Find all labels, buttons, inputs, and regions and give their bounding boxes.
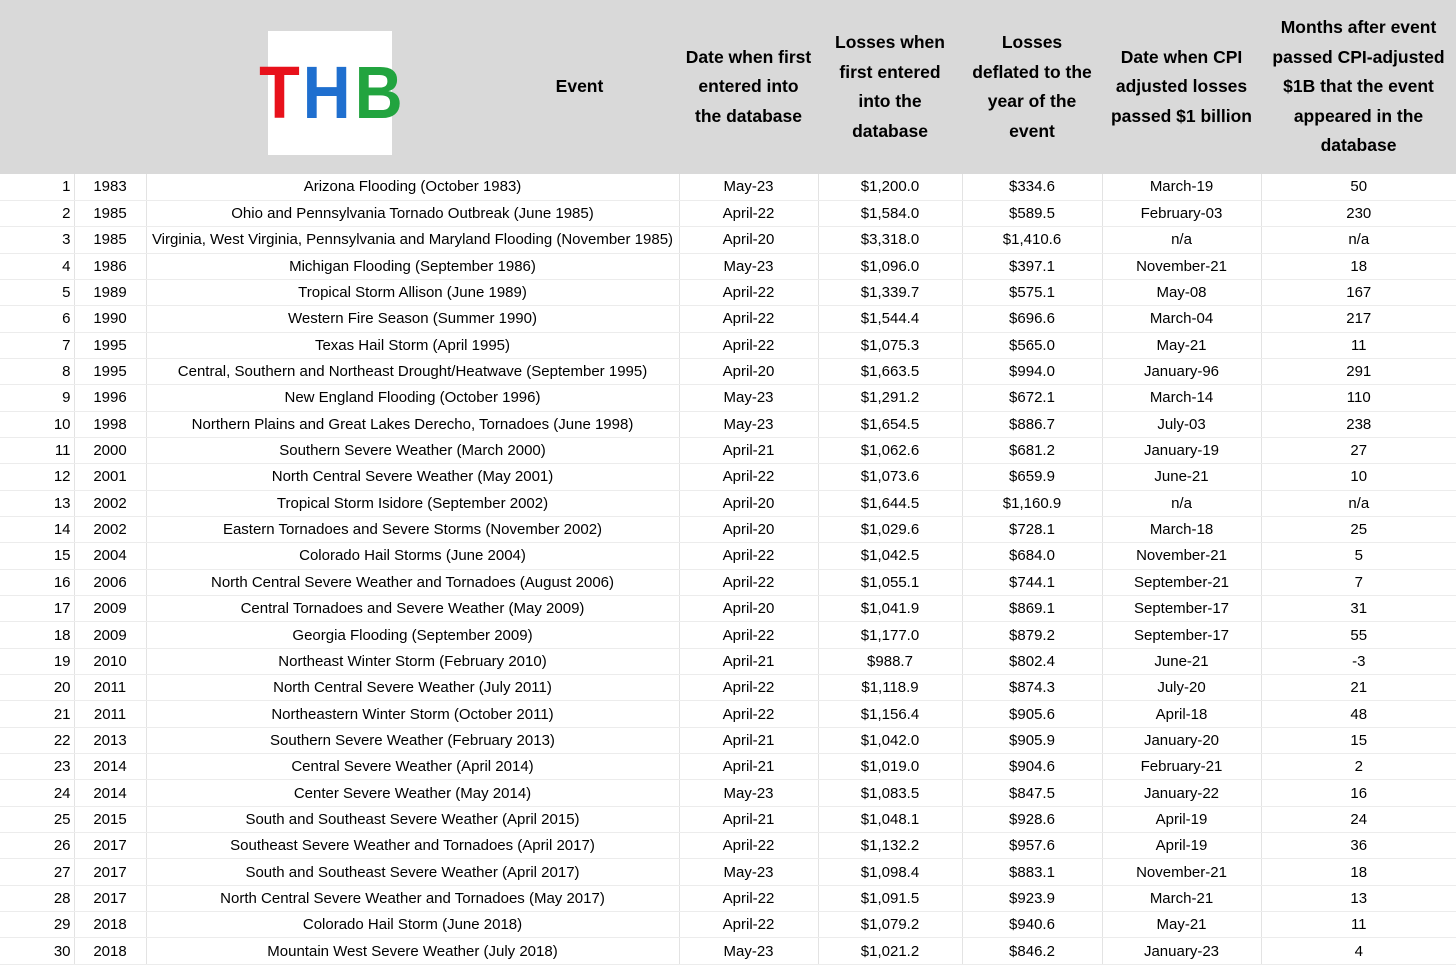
losses-deflated-cell: $696.6 bbox=[962, 306, 1102, 332]
table-row bbox=[0, 200, 1456, 226]
event-cell: Tropical Storm Allison (June 1989) bbox=[146, 279, 679, 305]
row-number-cell: 2 bbox=[0, 200, 74, 226]
table-row bbox=[0, 754, 1456, 780]
losses-entered-cell: $1,132.2 bbox=[818, 833, 962, 859]
losses-deflated-cell: $589.5 bbox=[962, 200, 1102, 226]
year-cell: 1983 bbox=[74, 174, 146, 200]
date-entered-cell: May-23 bbox=[679, 780, 818, 806]
date-entered-cell: April-22 bbox=[679, 833, 818, 859]
row-number-cell: 16 bbox=[0, 569, 74, 595]
losses-entered-cell: $1,021.2 bbox=[818, 938, 962, 964]
date-entered-cell: April-22 bbox=[679, 912, 818, 938]
table-row bbox=[0, 385, 1456, 411]
row-number-cell: 23 bbox=[0, 754, 74, 780]
event-cell: Southeast Severe Weather and Tornadoes (April 2017) bbox=[146, 833, 679, 859]
event-cell: Texas Hail Storm (April 1995) bbox=[146, 332, 679, 358]
row-number-cell: 28 bbox=[0, 885, 74, 911]
date-entered-cell: April-22 bbox=[679, 701, 818, 727]
months-after-cell: 110 bbox=[1261, 385, 1456, 411]
months-after-cell: 5 bbox=[1261, 543, 1456, 569]
table-row bbox=[0, 938, 1456, 964]
months-after-cell: -3 bbox=[1261, 648, 1456, 674]
losses-deflated-cell: $334.6 bbox=[962, 174, 1102, 200]
losses-entered-cell: $1,042.0 bbox=[818, 727, 962, 753]
losses-entered-cell: $1,098.4 bbox=[818, 859, 962, 885]
losses-deflated-cell: $879.2 bbox=[962, 622, 1102, 648]
table-row bbox=[0, 490, 1456, 516]
header-losses-entered: Losses when first entered into the database bbox=[818, 0, 962, 174]
event-cell: Central, Southern and Northeast Drought/Heatwave (September 1995) bbox=[146, 358, 679, 384]
thb-logo bbox=[259, 31, 401, 155]
table-row bbox=[0, 253, 1456, 279]
losses-deflated-cell: $869.1 bbox=[962, 596, 1102, 622]
date-entered-cell: April-22 bbox=[679, 306, 818, 332]
losses-entered-cell: $3,318.0 bbox=[818, 227, 962, 253]
table-row bbox=[0, 701, 1456, 727]
year-cell: 2018 bbox=[74, 938, 146, 964]
losses-entered-cell: $1,041.9 bbox=[818, 596, 962, 622]
date-entered-cell: May-23 bbox=[679, 938, 818, 964]
cpi-date-cell: March-18 bbox=[1102, 516, 1261, 542]
cpi-date-cell: April-19 bbox=[1102, 806, 1261, 832]
cpi-date-cell: February-03 bbox=[1102, 200, 1261, 226]
date-entered-cell: April-21 bbox=[679, 754, 818, 780]
months-after-cell: 2 bbox=[1261, 754, 1456, 780]
event-cell: North Central Severe Weather (May 2001) bbox=[146, 464, 679, 490]
losses-entered-cell: $1,079.2 bbox=[818, 912, 962, 938]
losses-entered-cell: $1,339.7 bbox=[818, 279, 962, 305]
event-cell: Central Tornadoes and Severe Weather (May 2009) bbox=[146, 596, 679, 622]
cpi-date-cell: June-21 bbox=[1102, 648, 1261, 674]
cpi-date-cell: November-21 bbox=[1102, 543, 1261, 569]
header-cpi-date: Date when CPI adjusted losses passed $1 billion bbox=[1102, 0, 1261, 174]
months-after-cell: 27 bbox=[1261, 437, 1456, 463]
row-number-cell: 6 bbox=[0, 306, 74, 332]
losses-deflated-cell: $994.0 bbox=[962, 358, 1102, 384]
row-number-cell: 24 bbox=[0, 780, 74, 806]
months-after-cell: 25 bbox=[1261, 516, 1456, 542]
months-after-cell: 291 bbox=[1261, 358, 1456, 384]
months-after-cell: 18 bbox=[1261, 253, 1456, 279]
cpi-date-cell: June-21 bbox=[1102, 464, 1261, 490]
event-cell: Arizona Flooding (October 1983) bbox=[146, 174, 679, 200]
table-row bbox=[0, 543, 1456, 569]
header-row bbox=[0, 0, 1456, 174]
losses-deflated-cell: $923.9 bbox=[962, 885, 1102, 911]
event-cell: New England Flooding (October 1996) bbox=[146, 385, 679, 411]
months-after-cell: 55 bbox=[1261, 622, 1456, 648]
months-after-cell: 48 bbox=[1261, 701, 1456, 727]
losses-deflated-cell: $659.9 bbox=[962, 464, 1102, 490]
row-number-cell: 11 bbox=[0, 437, 74, 463]
losses-deflated-cell: $672.1 bbox=[962, 385, 1102, 411]
table-row bbox=[0, 806, 1456, 832]
cpi-date-cell: April-18 bbox=[1102, 701, 1261, 727]
date-entered-cell: April-21 bbox=[679, 806, 818, 832]
date-entered-cell: April-22 bbox=[679, 332, 818, 358]
logo-letter-h: H bbox=[302, 51, 350, 134]
cpi-date-cell: January-23 bbox=[1102, 938, 1261, 964]
date-entered-cell: April-22 bbox=[679, 200, 818, 226]
losses-entered-cell: $1,644.5 bbox=[818, 490, 962, 516]
row-number-cell: 3 bbox=[0, 227, 74, 253]
row-number-cell: 29 bbox=[0, 912, 74, 938]
table-row bbox=[0, 648, 1456, 674]
months-after-cell: 13 bbox=[1261, 885, 1456, 911]
cpi-date-cell: May-21 bbox=[1102, 332, 1261, 358]
year-cell: 1998 bbox=[74, 411, 146, 437]
row-number-cell: 20 bbox=[0, 675, 74, 701]
row-number-cell: 17 bbox=[0, 596, 74, 622]
event-cell: Tropical Storm Isidore (September 2002) bbox=[146, 490, 679, 516]
losses-entered-cell: $1,118.9 bbox=[818, 675, 962, 701]
event-cell: Ohio and Pennsylvania Tornado Outbreak (June 1985) bbox=[146, 200, 679, 226]
date-entered-cell: May-23 bbox=[679, 411, 818, 437]
event-cell: Central Severe Weather (April 2014) bbox=[146, 754, 679, 780]
header-date-entered: Date when first entered into the database bbox=[679, 0, 818, 174]
logo-letter-t: T bbox=[259, 51, 298, 134]
table-row bbox=[0, 780, 1456, 806]
losses-entered-cell: $1,663.5 bbox=[818, 358, 962, 384]
table-row bbox=[0, 174, 1456, 200]
year-cell: 2010 bbox=[74, 648, 146, 674]
date-entered-cell: April-20 bbox=[679, 227, 818, 253]
cpi-date-cell: March-04 bbox=[1102, 306, 1261, 332]
cpi-date-cell: March-14 bbox=[1102, 385, 1261, 411]
table-row bbox=[0, 675, 1456, 701]
losses-deflated-cell: $905.6 bbox=[962, 701, 1102, 727]
cpi-date-cell: September-21 bbox=[1102, 569, 1261, 595]
row-number-cell: 14 bbox=[0, 516, 74, 542]
losses-deflated-cell: $1,160.9 bbox=[962, 490, 1102, 516]
table-row bbox=[0, 516, 1456, 542]
date-entered-cell: May-23 bbox=[679, 253, 818, 279]
event-cell: South and Southeast Severe Weather (April 2015) bbox=[146, 806, 679, 832]
months-after-cell: 11 bbox=[1261, 332, 1456, 358]
losses-deflated-cell: $847.5 bbox=[962, 780, 1102, 806]
losses-deflated-cell: $940.6 bbox=[962, 912, 1102, 938]
row-number-cell: 25 bbox=[0, 806, 74, 832]
event-cell: Mountain West Severe Weather (July 2018) bbox=[146, 938, 679, 964]
row-number-cell: 5 bbox=[0, 279, 74, 305]
year-cell: 2001 bbox=[74, 464, 146, 490]
event-cell: South and Southeast Severe Weather (April 2017) bbox=[146, 859, 679, 885]
months-after-cell: 238 bbox=[1261, 411, 1456, 437]
table-row bbox=[0, 596, 1456, 622]
row-number-cell: 1 bbox=[0, 174, 74, 200]
row-number-cell: 27 bbox=[0, 859, 74, 885]
year-cell: 2002 bbox=[74, 490, 146, 516]
row-number-cell: 8 bbox=[0, 358, 74, 384]
table-row bbox=[0, 411, 1456, 437]
event-cell: Northern Plains and Great Lakes Derecho, Tornadoes (June 1998) bbox=[146, 411, 679, 437]
losses-deflated-cell: $575.1 bbox=[962, 279, 1102, 305]
year-cell: 2015 bbox=[74, 806, 146, 832]
losses-entered-cell: $1,083.5 bbox=[818, 780, 962, 806]
row-number-cell: 26 bbox=[0, 833, 74, 859]
date-entered-cell: April-22 bbox=[679, 543, 818, 569]
losses-entered-cell: $1,048.1 bbox=[818, 806, 962, 832]
cpi-date-cell: July-20 bbox=[1102, 675, 1261, 701]
row-number-cell: 30 bbox=[0, 938, 74, 964]
losses-entered-cell: $1,654.5 bbox=[818, 411, 962, 437]
losses-entered-cell: $1,019.0 bbox=[818, 754, 962, 780]
months-after-cell: 24 bbox=[1261, 806, 1456, 832]
event-cell: North Central Severe Weather (July 2011) bbox=[146, 675, 679, 701]
table-body bbox=[0, 174, 1456, 964]
months-after-cell: 18 bbox=[1261, 859, 1456, 885]
cpi-date-cell: September-17 bbox=[1102, 596, 1261, 622]
months-after-cell: 11 bbox=[1261, 912, 1456, 938]
months-after-cell: 10 bbox=[1261, 464, 1456, 490]
losses-deflated-cell: $728.1 bbox=[962, 516, 1102, 542]
year-cell: 2011 bbox=[74, 701, 146, 727]
table-row bbox=[0, 912, 1456, 938]
event-cell: Center Severe Weather (May 2014) bbox=[146, 780, 679, 806]
losses-entered-cell: $1,156.4 bbox=[818, 701, 962, 727]
year-cell: 2002 bbox=[74, 516, 146, 542]
losses-deflated-cell: $846.2 bbox=[962, 938, 1102, 964]
losses-deflated-cell: $802.4 bbox=[962, 648, 1102, 674]
losses-entered-cell: $1,544.4 bbox=[818, 306, 962, 332]
year-cell: 1996 bbox=[74, 385, 146, 411]
event-cell: Colorado Hail Storm (June 2018) bbox=[146, 912, 679, 938]
months-after-cell: 16 bbox=[1261, 780, 1456, 806]
months-after-cell: 4 bbox=[1261, 938, 1456, 964]
losses-deflated-cell: $905.9 bbox=[962, 727, 1102, 753]
event-cell: Western Fire Season (Summer 1990) bbox=[146, 306, 679, 332]
losses-deflated-cell: $744.1 bbox=[962, 569, 1102, 595]
table-row bbox=[0, 332, 1456, 358]
table-row bbox=[0, 622, 1456, 648]
year-cell: 1995 bbox=[74, 332, 146, 358]
date-entered-cell: April-20 bbox=[679, 596, 818, 622]
cpi-date-cell: November-21 bbox=[1102, 859, 1261, 885]
table-row bbox=[0, 437, 1456, 463]
table-row bbox=[0, 569, 1456, 595]
losses-deflated-cell: $681.2 bbox=[962, 437, 1102, 463]
row-number-cell: 7 bbox=[0, 332, 74, 358]
losses-deflated-cell: $886.7 bbox=[962, 411, 1102, 437]
cpi-date-cell: July-03 bbox=[1102, 411, 1261, 437]
date-entered-cell: April-21 bbox=[679, 727, 818, 753]
logo-letter-b: B bbox=[354, 51, 401, 134]
cpi-date-cell: n/a bbox=[1102, 227, 1261, 253]
table-row bbox=[0, 306, 1456, 332]
months-after-cell: n/a bbox=[1261, 490, 1456, 516]
losses-entered-cell: $1,075.3 bbox=[818, 332, 962, 358]
row-number-cell: 18 bbox=[0, 622, 74, 648]
losses-entered-cell: $1,042.5 bbox=[818, 543, 962, 569]
months-after-cell: 217 bbox=[1261, 306, 1456, 332]
cpi-date-cell: January-20 bbox=[1102, 727, 1261, 753]
row-number-cell: 10 bbox=[0, 411, 74, 437]
months-after-cell: 31 bbox=[1261, 596, 1456, 622]
date-entered-cell: April-21 bbox=[679, 648, 818, 674]
year-cell: 2014 bbox=[74, 780, 146, 806]
date-entered-cell: May-23 bbox=[679, 385, 818, 411]
cpi-date-cell: n/a bbox=[1102, 490, 1261, 516]
event-cell: Virginia, West Virginia, Pennsylvania and Maryland Flooding (November 1985) bbox=[146, 227, 679, 253]
header-losses-deflated: Losses deflated to the year of the event bbox=[962, 0, 1102, 174]
date-entered-cell: April-22 bbox=[679, 622, 818, 648]
losses-deflated-cell: $397.1 bbox=[962, 253, 1102, 279]
months-after-cell: 7 bbox=[1261, 569, 1456, 595]
year-cell: 2009 bbox=[74, 596, 146, 622]
months-after-cell: 36 bbox=[1261, 833, 1456, 859]
event-cell: Michigan Flooding (September 1986) bbox=[146, 253, 679, 279]
event-cell: North Central Severe Weather and Tornadoes (August 2006) bbox=[146, 569, 679, 595]
row-number-cell: 19 bbox=[0, 648, 74, 674]
row-number-cell: 4 bbox=[0, 253, 74, 279]
months-after-cell: 21 bbox=[1261, 675, 1456, 701]
cpi-date-cell: September-17 bbox=[1102, 622, 1261, 648]
cpi-date-cell: May-08 bbox=[1102, 279, 1261, 305]
event-cell: Northeastern Winter Storm (October 2011) bbox=[146, 701, 679, 727]
date-entered-cell: April-22 bbox=[679, 569, 818, 595]
losses-entered-cell: $1,055.1 bbox=[818, 569, 962, 595]
year-cell: 2017 bbox=[74, 859, 146, 885]
header-number bbox=[0, 0, 74, 174]
year-cell: 2011 bbox=[74, 675, 146, 701]
months-after-cell: 167 bbox=[1261, 279, 1456, 305]
months-after-cell: n/a bbox=[1261, 227, 1456, 253]
date-entered-cell: April-21 bbox=[679, 437, 818, 463]
header-months-after: Months after event passed CPI-adjusted $1B that the event appeared in the database bbox=[1261, 0, 1456, 174]
losses-entered-cell: $1,029.6 bbox=[818, 516, 962, 542]
cpi-date-cell: March-21 bbox=[1102, 885, 1261, 911]
losses-entered-cell: $1,177.0 bbox=[818, 622, 962, 648]
date-entered-cell: April-20 bbox=[679, 490, 818, 516]
event-cell: Southern Severe Weather (March 2000) bbox=[146, 437, 679, 463]
table-row bbox=[0, 358, 1456, 384]
date-entered-cell: April-22 bbox=[679, 675, 818, 701]
months-after-cell: 15 bbox=[1261, 727, 1456, 753]
losses-deflated-cell: $904.6 bbox=[962, 754, 1102, 780]
date-entered-cell: April-22 bbox=[679, 279, 818, 305]
year-cell: 2009 bbox=[74, 622, 146, 648]
losses-entered-cell: $1,291.2 bbox=[818, 385, 962, 411]
losses-deflated-cell: $883.1 bbox=[962, 859, 1102, 885]
date-entered-cell: April-22 bbox=[679, 464, 818, 490]
event-cell: Eastern Tornadoes and Severe Storms (November 2002) bbox=[146, 516, 679, 542]
table-row bbox=[0, 859, 1456, 885]
losses-deflated-cell: $928.6 bbox=[962, 806, 1102, 832]
date-entered-cell: April-20 bbox=[679, 358, 818, 384]
year-cell: 1985 bbox=[74, 200, 146, 226]
cpi-date-cell: February-21 bbox=[1102, 754, 1261, 780]
header-event-label: Event bbox=[555, 76, 604, 97]
cpi-date-cell: May-21 bbox=[1102, 912, 1261, 938]
months-after-cell: 50 bbox=[1261, 174, 1456, 200]
year-cell: 2018 bbox=[74, 912, 146, 938]
year-cell: 2004 bbox=[74, 543, 146, 569]
year-cell: 2017 bbox=[74, 885, 146, 911]
losses-entered-cell: $1,062.6 bbox=[818, 437, 962, 463]
losses-deflated-cell: $1,410.6 bbox=[962, 227, 1102, 253]
losses-entered-cell: $1,091.5 bbox=[818, 885, 962, 911]
header-year bbox=[74, 0, 146, 174]
event-cell: Southern Severe Weather (February 2013) bbox=[146, 727, 679, 753]
year-cell: 1985 bbox=[74, 227, 146, 253]
losses-entered-cell: $1,584.0 bbox=[818, 200, 962, 226]
losses-entered-cell: $988.7 bbox=[818, 648, 962, 674]
losses-entered-cell: $1,073.6 bbox=[818, 464, 962, 490]
year-cell: 2017 bbox=[74, 833, 146, 859]
row-number-cell: 22 bbox=[0, 727, 74, 753]
table-row bbox=[0, 885, 1456, 911]
year-cell: 1995 bbox=[74, 358, 146, 384]
cpi-date-cell: November-21 bbox=[1102, 253, 1261, 279]
cpi-date-cell: March-19 bbox=[1102, 174, 1261, 200]
cpi-date-cell: January-19 bbox=[1102, 437, 1261, 463]
event-cell: North Central Severe Weather and Tornadoes (May 2017) bbox=[146, 885, 679, 911]
date-entered-cell: May-23 bbox=[679, 174, 818, 200]
losses-deflated-cell: $684.0 bbox=[962, 543, 1102, 569]
row-number-cell: 15 bbox=[0, 543, 74, 569]
table-row bbox=[0, 227, 1456, 253]
year-cell: 2014 bbox=[74, 754, 146, 780]
event-cell: Georgia Flooding (September 2009) bbox=[146, 622, 679, 648]
months-after-cell: 230 bbox=[1261, 200, 1456, 226]
date-entered-cell: May-23 bbox=[679, 859, 818, 885]
table-row bbox=[0, 464, 1456, 490]
year-cell: 1986 bbox=[74, 253, 146, 279]
year-cell: 1990 bbox=[74, 306, 146, 332]
cpi-date-cell: April-19 bbox=[1102, 833, 1261, 859]
header-event bbox=[146, 0, 679, 174]
losses-entered-cell: $1,200.0 bbox=[818, 174, 962, 200]
losses-deflated-cell: $565.0 bbox=[962, 332, 1102, 358]
losses-deflated-cell: $874.3 bbox=[962, 675, 1102, 701]
row-number-cell: 9 bbox=[0, 385, 74, 411]
losses-deflated-cell: $957.6 bbox=[962, 833, 1102, 859]
cpi-date-cell: January-22 bbox=[1102, 780, 1261, 806]
date-entered-cell: April-22 bbox=[679, 885, 818, 911]
table-row bbox=[0, 279, 1456, 305]
cpi-date-cell: January-96 bbox=[1102, 358, 1261, 384]
row-number-cell: 12 bbox=[0, 464, 74, 490]
table-row bbox=[0, 727, 1456, 753]
year-cell: 2006 bbox=[74, 569, 146, 595]
year-cell: 2013 bbox=[74, 727, 146, 753]
table-row bbox=[0, 833, 1456, 859]
losses-entered-cell: $1,096.0 bbox=[818, 253, 962, 279]
row-number-cell: 21 bbox=[0, 701, 74, 727]
year-cell: 1989 bbox=[74, 279, 146, 305]
year-cell: 2000 bbox=[74, 437, 146, 463]
event-cell: Northeast Winter Storm (February 2010) bbox=[146, 648, 679, 674]
row-number-cell: 13 bbox=[0, 490, 74, 516]
event-cell: Colorado Hail Storms (June 2004) bbox=[146, 543, 679, 569]
date-entered-cell: April-20 bbox=[679, 516, 818, 542]
